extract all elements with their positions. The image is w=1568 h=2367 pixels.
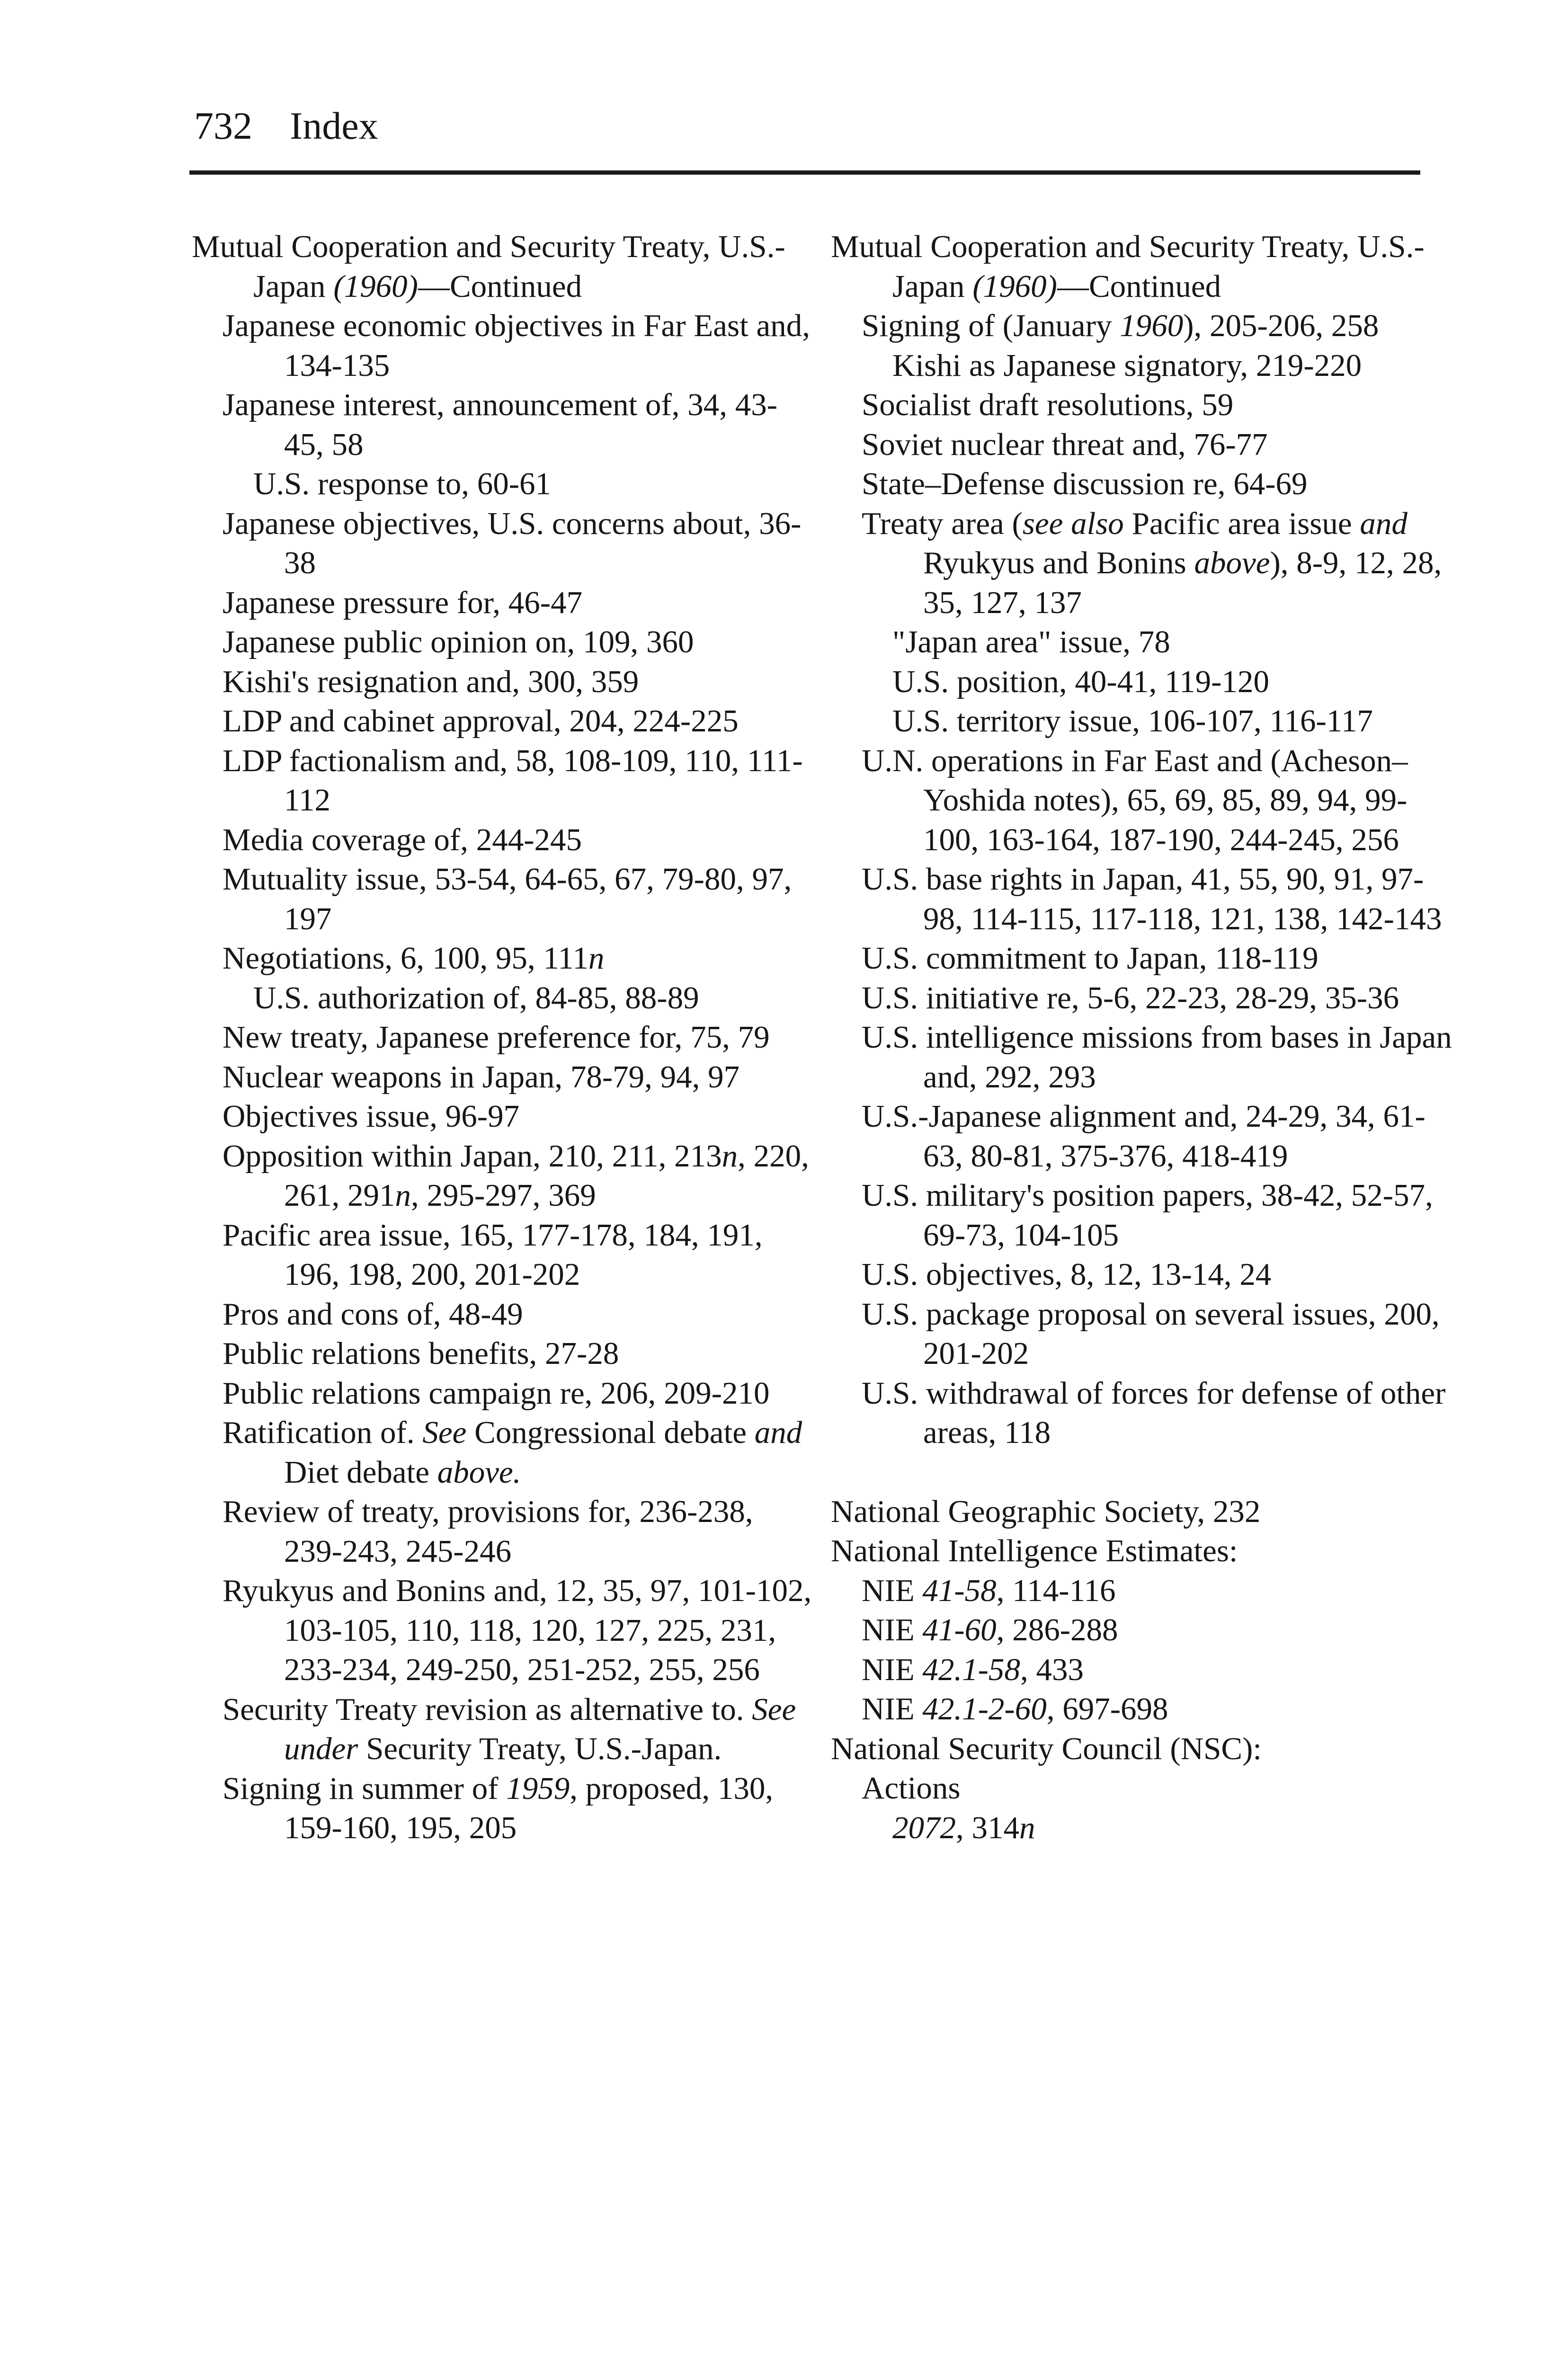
index-entry: NIE 42.1-2-60, 697-698 (862, 1691, 1168, 1726)
running-head: Index (290, 104, 378, 147)
header-rule (189, 170, 1420, 175)
index-entry: Mutuality issue, 53-54, 64-65, 67, 79-80, 97, 197 (223, 862, 792, 936)
index-entry: Japanese interest, announcement of, 34, 43-45, 58 (223, 387, 778, 462)
index-entry: Mutual Cooperation and Security Treaty, U.S.-Japan (1960)—Continued (192, 229, 785, 304)
index-entry: National Geographic Society, 232 (831, 1494, 1261, 1529)
index-entry: U.S. withdrawal of forces for defense of other areas, 118 (862, 1375, 1446, 1450)
index-entry: Actions (862, 1771, 961, 1806)
index-entry: U.S. military's position papers, 38-42, 52-57, 69-73, 104-105 (862, 1178, 1433, 1253)
index-entry: Security Treaty revision as alternative to. See under Security Treaty, U.S.-Japan. (223, 1691, 796, 1766)
index-entry: Public relations campaign re, 206, 209-210 (223, 1375, 770, 1411)
index-entry: Japanese pressure for, 46-47 (223, 585, 583, 620)
page-number: 732 (194, 104, 252, 147)
index-entry: Mutual Cooperation and Security Treaty, U.S.-Japan (1960)—Continued (831, 229, 1425, 304)
index-entry: Ratification of. See Congressional debate and Diet debate above. (223, 1415, 802, 1490)
index-entry: U.S. base rights in Japan, 41, 55, 90, 91, 97-98, 114-115, 117-118, 121, 138, 142-143 (862, 862, 1442, 936)
index-entry: New treaty, Japanese preference for, 75, 79 (223, 1020, 770, 1055)
index-entry: U.S. authorization of, 84-85, 88-89 (253, 980, 699, 1015)
index-entry: 2072, 314n (892, 1810, 1035, 1845)
index-entry: Pros and cons of, 48-49 (223, 1296, 523, 1332)
index-entry: Soviet nuclear threat and, 76-77 (862, 427, 1268, 462)
index-entry: Socialist draft resolutions, 59 (862, 387, 1234, 422)
index-entry: Signing of (January 1960), 205-206, 258 (862, 308, 1379, 343)
index-entry: Kishi's resignation and, 300, 359 (223, 664, 639, 699)
index-entry: U.S. position, 40-41, 119-120 (892, 664, 1269, 699)
index-entry: "Japan area" issue, 78 (892, 624, 1170, 659)
index-entry: NIE 41-58, 114-116 (862, 1573, 1116, 1608)
index-entry: U.S. objectives, 8, 12, 13-14, 24 (862, 1257, 1272, 1292)
index-entry: Japanese objectives, U.S. concerns about, 36-38 (223, 506, 802, 580)
index-entry: U.S. territory issue, 106-107, 116-117 (892, 703, 1373, 739)
index-entry: Review of treaty, provisions for, 236-238, 239-243, 245-246 (223, 1494, 753, 1569)
index-entry: Signing in summer of 1959, proposed, 130, 159-160, 195, 205 (223, 1771, 774, 1845)
index-entry: U.S. commitment to Japan, 118-119 (862, 941, 1319, 976)
index-entry: U.S. intelligence missions from bases in Japan and, 292, 293 (862, 1020, 1452, 1095)
index-entry: State–Defense discussion re, 64-69 (862, 466, 1308, 501)
index-entry: Japanese economic objectives in Far East and, 134-135 (223, 308, 810, 383)
index-entry: Public relations benefits, 27-28 (223, 1336, 619, 1371)
index-entry: Ryukyus and Bonins and, 12, 35, 97, 101-102, 103-105, 110, 118, 120, 127, 225, 231, 233-234, 249-250, 251-252, 255, 256 (223, 1573, 812, 1687)
page-header (0, 0, 1568, 189)
index-entry: NIE 41-60, 286-288 (862, 1612, 1118, 1647)
index-entry: Pacific area issue, 165, 177-178, 184, 191, 196, 198, 200, 201-202 (223, 1217, 763, 1292)
index-entry: U.S. package proposal on several issues, 200, 201-202 (862, 1296, 1440, 1371)
index-column-right (831, 227, 1456, 1848)
index-entry: Treaty area (see also Pacific area issue and Ryukyus and Bonins above), 8-9, 12, 28, 35, 127, 137 (862, 506, 1442, 620)
index-entry: Objectives issue, 96-97 (223, 1099, 520, 1134)
index-entry: U.N. operations in Far East and (Acheson–Yoshida notes), 65, 69, 85, 89, 94, 99-100, 163-164, 187-190, 244-245, 256 (862, 743, 1408, 857)
index-entry: NIE 42.1-58, 433 (862, 1652, 1084, 1687)
index-entry: U.S.-Japanese alignment and, 24-29, 34, 61-63, 80-81, 375-376, 418-419 (862, 1099, 1425, 1174)
index-entry: Opposition within Japan, 210, 211, 213n, 220, 261, 291n, 295-297, 369 (223, 1138, 809, 1213)
index-entry: Media coverage of, 244-245 (223, 822, 582, 857)
index-column-left (192, 227, 817, 1848)
index-entry: Kishi as Japanese signatory, 219-220 (892, 347, 1362, 383)
index-entry: U.S. response to, 60-61 (253, 466, 552, 501)
index-entry: Nuclear weapons in Japan, 78-79, 94, 97 (223, 1059, 740, 1095)
index-entry: Japanese public opinion on, 109, 360 (223, 624, 694, 659)
index-entry: Negotiations, 6, 100, 95, 111n (223, 941, 605, 976)
index-entry: National Security Council (NSC): (831, 1731, 1262, 1766)
index-entry: U.S. initiative re, 5-6, 22-23, 28-29, 35-36 (862, 980, 1399, 1015)
index-entry: LDP and cabinet approval, 204, 224-225 (223, 703, 739, 739)
index-entry: LDP factionalism and, 58, 108-109, 110, 111-112 (223, 743, 803, 818)
index-entry: National Intelligence Estimates: (831, 1533, 1238, 1568)
